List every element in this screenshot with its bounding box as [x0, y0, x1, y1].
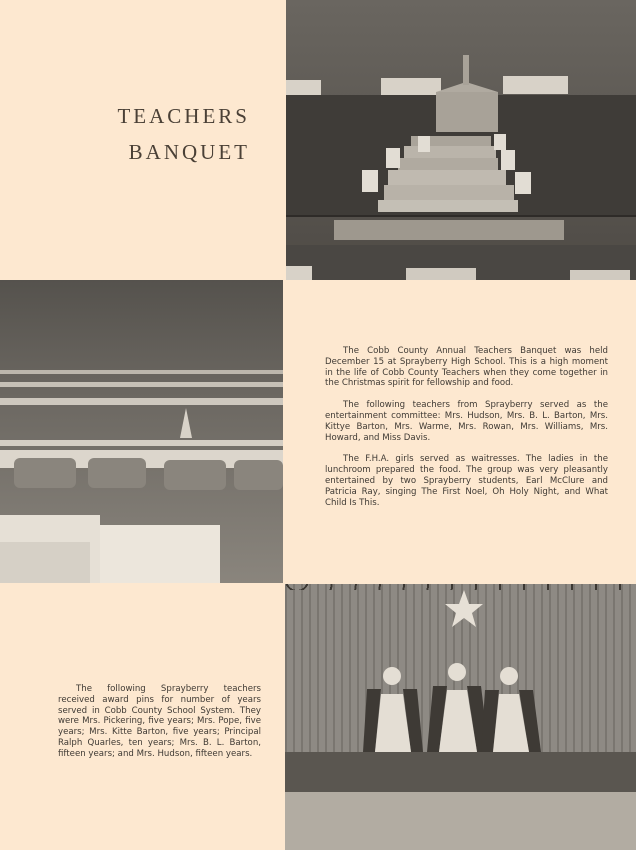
curtain-valance: [285, 584, 636, 590]
award-paragraph: The following Sprayberry teachers received award pins for number of years served in Cobb County School System. They were Mrs. Pickering, five years; Mrs. Pope, five years; Mrs. Kitte Barton, five years; Principal Ralph Quarles, ten years; Mrs. B. L. Barton, fifteen years; and Mrs. Hudson, fifteen years.: [58, 684, 261, 759]
photo-banquet-tables: [0, 280, 283, 583]
award-pins-caption: [58, 684, 261, 771]
title-line-2: BANQUET: [128, 140, 250, 164]
article-paragraph: The Cobb County Annual Teachers Banquet was held December 15 at Sprayberry High School. This is a high moment in the life of Cobb County Teachers when they come together in the Christmas spirit for fellowship and food.: [325, 346, 608, 389]
photo-choir-stage: [286, 0, 636, 280]
article-paragraph: The F.H.A. girls served as waitresses. The ladies in the lunchroom prepared the food. The group was very pleasantly entertained by two Sprayberry students, Earl McClure and Patricia Ray, singing The First Noel, Oh Holy Night, and What Child Is This.: [325, 454, 608, 508]
page-title: [100, 98, 250, 170]
title-line-1: TEACHERS: [117, 104, 250, 128]
article-paragraph: The following teachers from Sprayberry served as the entertainment committee: Mrs. Hudson, Mrs. B. L. Barton, Mrs. Kittye Barton, Mrs. Warme, Mrs. Rowan, Mrs. Williams, Mrs. Howard, and Miss Davis.: [325, 400, 608, 443]
photo-stage-star: [285, 584, 636, 850]
banquet-article: [325, 346, 608, 519]
